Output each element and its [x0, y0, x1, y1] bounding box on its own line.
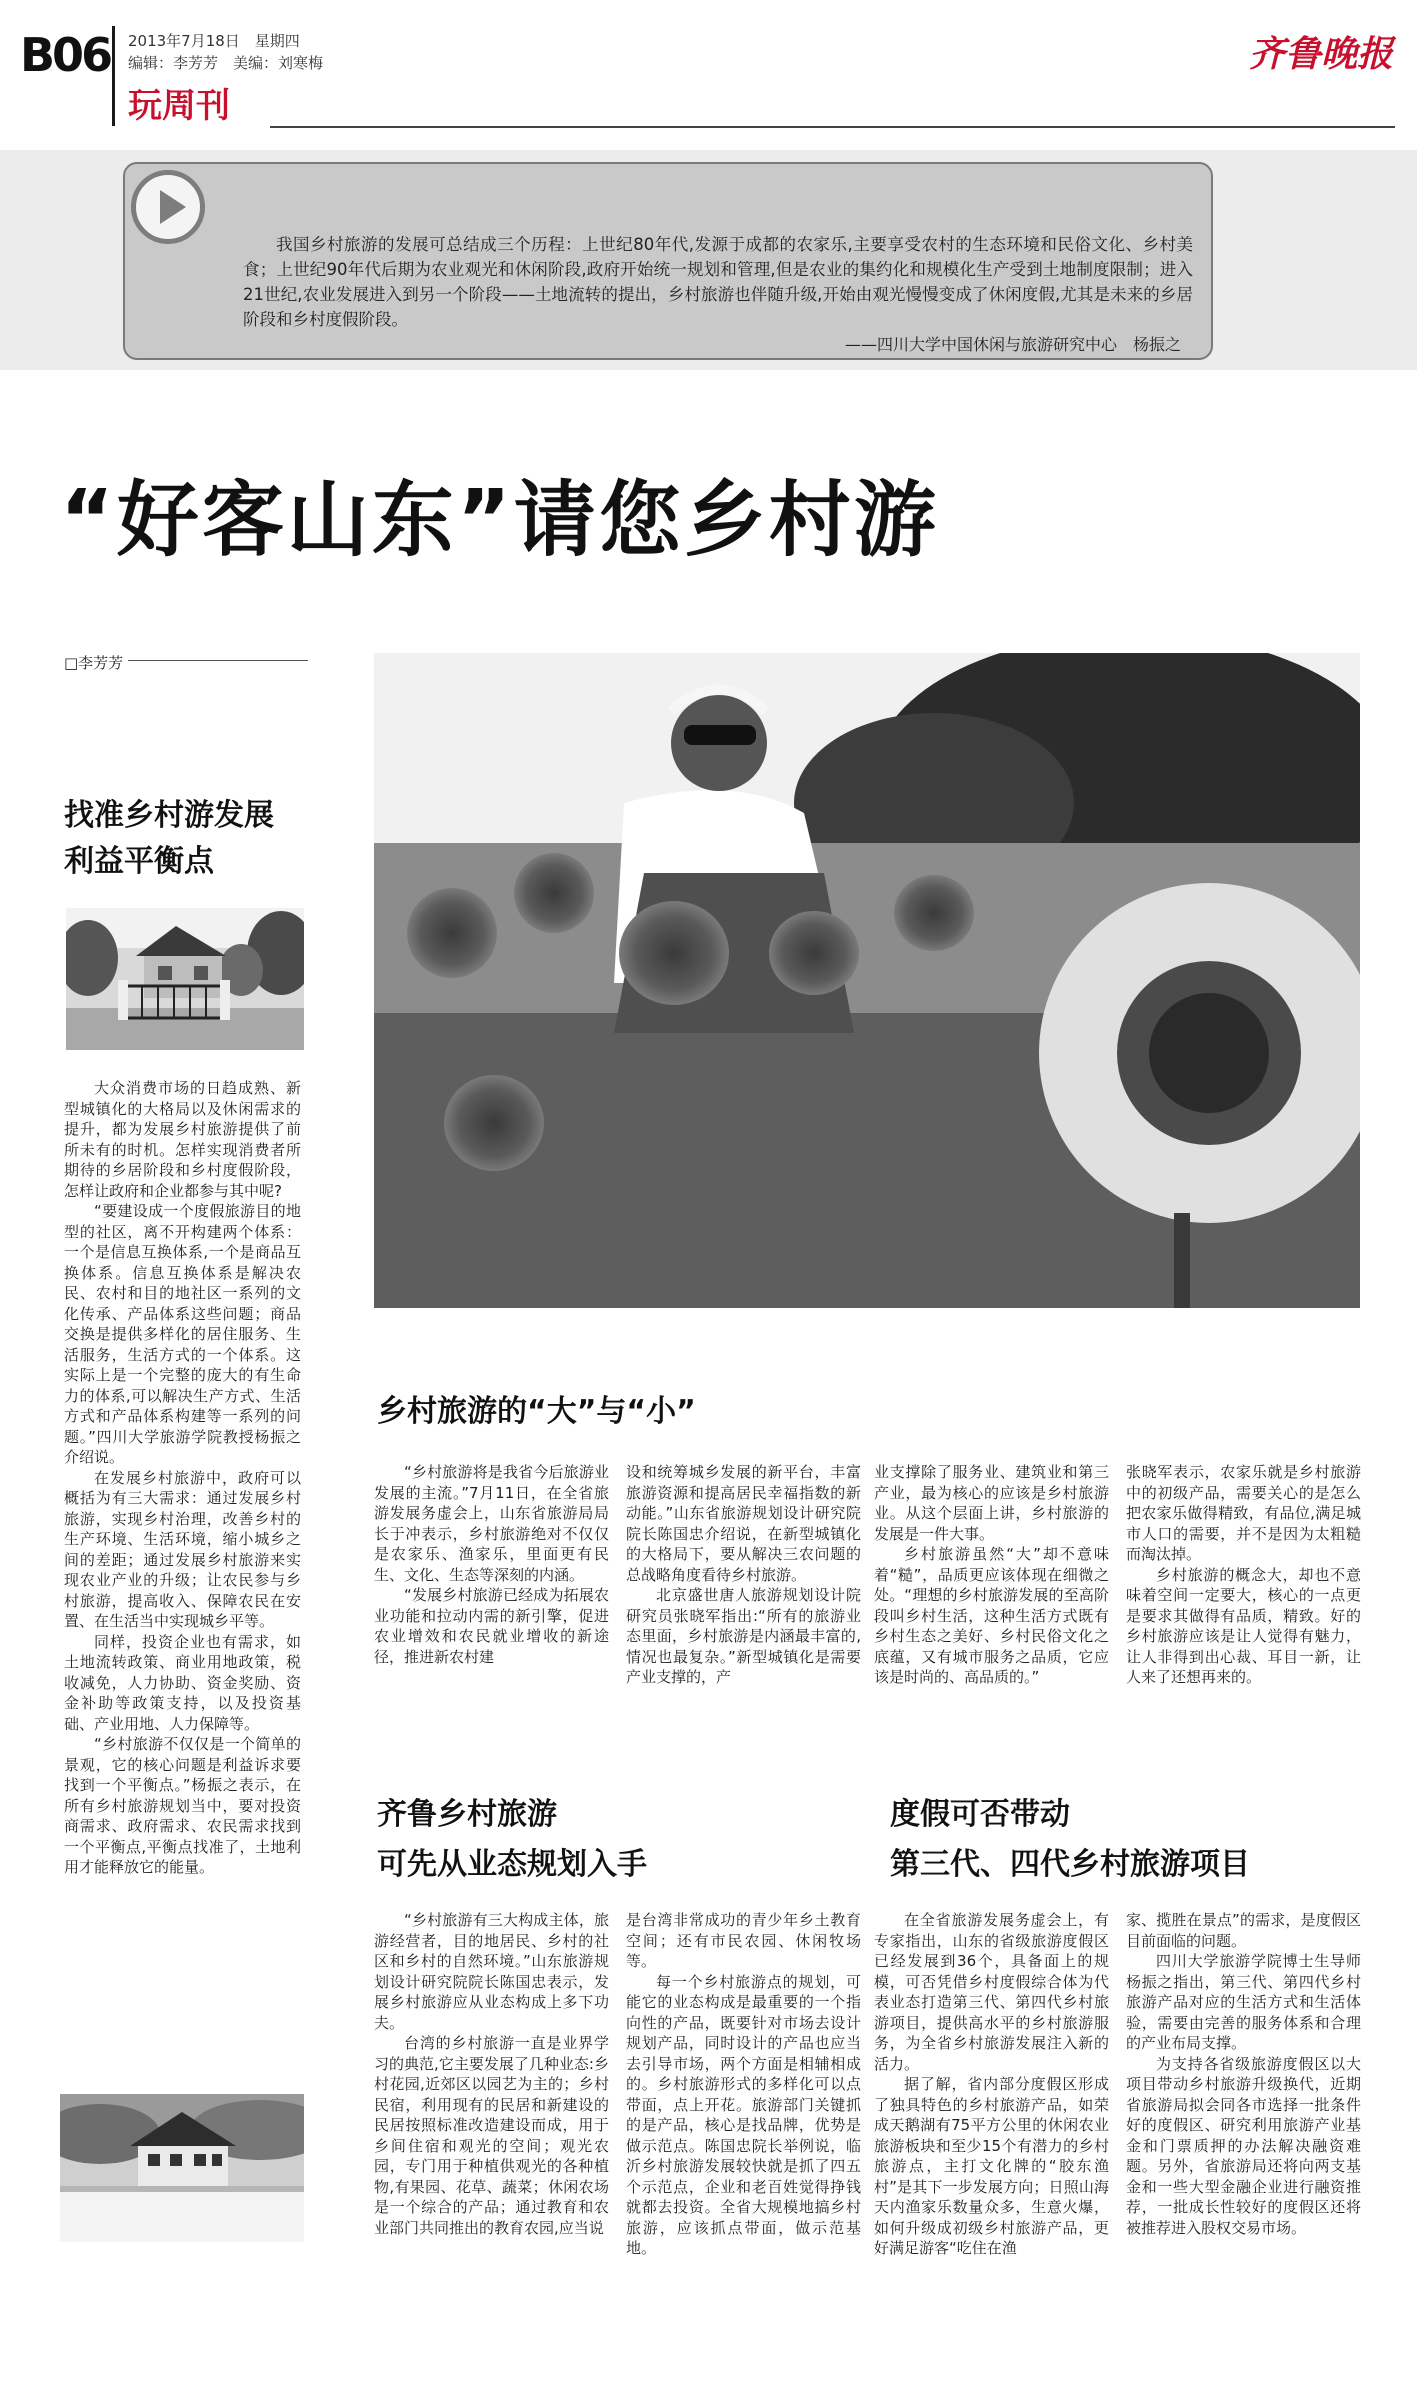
intro-signature: ——四川大学中国休闲与旅游研究中心 杨振之: [844, 335, 1181, 354]
paragraph: 乡村旅游虽然“大”却不意味着“糙”，品质更应该体现在细微之处。“理想的乡村旅游发展的至高阶段叫乡村生活，这种生活方式既有乡村生态之美好、乡村民俗文化之底蕴，又有城市服务之品质，它应该是时尚的、高品质的。”: [874, 1545, 1109, 1686]
paragraph: 是台湾非常成功的青少年乡土教育空间；还有市民农园、休闲牧场等。: [626, 1911, 861, 1970]
farmhouse-field-photo: [60, 2094, 304, 2242]
section2-heading-line-1: 齐鲁乡村旅游: [377, 1797, 557, 1832]
sunflower-field-photo: [374, 653, 1360, 1308]
paragraph: 每一个乡村旅游点的规划，可能它的业态构成是最重要的一个指向性的产品，既要针对市场去设计规划产品，同时设计的产品也应当去引导市场，两个方面是相辅相成的。乡村旅游形式的多样化可以点带面，点上开花。旅游部门关键抓的是产品，核心是找品牌，优势是做示范点。陈国忠院长举例说，临沂乡村旅游发展较快就是抓了四五个示范点，企业和老百姓觉得挣钱就都去投资。全省大规模地搞乡村旅游，应该抓点带面，做示范基地。: [626, 1972, 861, 2257]
paragraph: “乡村旅游将是我省今后旅游业发展的主流。”7月11日，在全省旅游发展务虚会上，山东省旅游局局长于冲表示，乡村旅游绝对不仅仅是农家乐、渔家乐，里面更有民生、文化、生态等深刻的内涵。: [374, 1463, 609, 1584]
left-heading-line-1: 找准乡村游发展: [64, 798, 274, 833]
byline-rule: [128, 660, 308, 661]
paragraph: 设和统筹城乡发展的新平台，丰富旅游资源和提高居民幸福指数的新动能。”山东省旅游规划设计研究院院长陈国忠介绍说，在新型城镇化的大格局下，要从解决三农问题的总战略角度看待乡村旅游。: [626, 1463, 861, 1584]
paragraph: “要建设成一个度假旅游目的地型的社区，离不开构建两个体系：一个是信息互换体系,一个是商品互换体系。信息互换体系是解决农民、农村和目的地社区一系列的文化传承、产品体系这些问题；商品交换是提供多样化的居住服务、生活服务，生活方式的一个体系。这实际上是一个完整的庞大的有生命力的体系,可以解决生产方式、生活方式和产品体系构建等一系列的问题。”四川大学旅游学院教授杨振之介绍说。: [64, 1202, 301, 1466]
left-heading-line-2: 利益平衡点: [64, 844, 214, 879]
paragraph: 据了解，省内部分度假区形成了独具特色的乡村旅游产品，如荣成天鹅湖有75平方公里的休闲农业旅游板块和至少15个有潜力的乡村旅游点，主打文化牌的“胶东渔村”是其下一步发展方向；日照山海天内渔家乐数量众多，生意火爆，如何升级成初级乡村旅游产品，更好满足游客“吃住在渔: [874, 2075, 1109, 2257]
paragraph: “发展乡村旅游已经成为拓展农业功能和拉动内需的新引擎，促进农业增效和农民就业增收的新途径，推进新农村建: [374, 1586, 609, 1666]
header-rule: [270, 126, 1395, 128]
page-number: B06: [20, 28, 111, 82]
section1-column-3: [874, 1462, 1109, 1688]
section2-heading-line-2: 可先从业态规划入手: [377, 1847, 647, 1882]
paragraph: 北京盛世唐人旅游规划设计院研究员张晓军指出:“所有的旅游业态里面，乡村旅游是内涵最丰富的,情况也最复杂。”新型城镇化是需要产业支撑的，产: [626, 1586, 861, 1686]
issue-date: 2013年7月18日 星期四: [128, 32, 300, 50]
play-icon: [131, 170, 205, 244]
paragraph: “乡村旅游有三大构成主体，旅游经营者，目的地居民、乡村的社区和乡村的自然环境。”山东旅游规划设计研究院院长陈国忠表示，发展乡村旅游应从业态构成上多下功夫。: [374, 1911, 609, 2032]
paragraph: 台湾的乡村旅游一直是业界学习的典范,它主要发展了几种业态:乡村花园,近郊区以园艺为主的；乡村民宿，利用现有的民居和新建设的民居按照标准改造建设而成，用于乡间住宿和观光的空间；观光农园，专门用于种植供观光的各种植物,有果园、花草、蔬菜；休闲农场是一个综合的产品；通过教育和农业部门共同推出的教育农园,应当说: [374, 2034, 609, 2237]
section1-column-2: [626, 1462, 861, 1688]
editor-credits: 编辑：李芳芳 美编：刘寒梅: [128, 54, 324, 72]
section2-column-1: [374, 1910, 609, 2238]
paragraph: 在全省旅游发展务虚会上，有专家指出，山东的省级旅游度假区已经发展到36个，具备面上的规模，可否凭借乡村度假综合体为代表业态打造第三代、第四代乡村旅游项目，提供高水平的乡村旅游服务，为全省乡村旅游发展注入新的活力。: [874, 1911, 1109, 2073]
section3-column-2: [1126, 1910, 1361, 2238]
paragraph: 同样，投资企业也有需求，如土地流转政策、商业用地政策，税收减免，人力协助、资金奖励、资金补助等政策支持，以及投资基础、产业用地、人力保障等。: [64, 1632, 301, 1733]
section1-heading: 乡村旅游的“大”与“小”: [377, 1394, 696, 1429]
article-byline: □李芳芳: [64, 654, 124, 672]
section3-heading-line-1: 度假可否带动: [890, 1797, 1070, 1832]
section3-heading: [890, 1790, 1250, 1890]
intro-quote-box: [123, 162, 1213, 360]
section2-column-2: [626, 1910, 861, 2259]
paragraph: 为支持各省级旅游度假区以大项目带动乡村旅游升级换代，近期省旅游局拟会同各市选择一批条件好的度假区、研究利用旅游产业基金和门票质押的办法解决融资难题。另外，省旅游局还将向两支基金和一些大型金融企业进行融资推荐，一批成长性较好的度假区还将被推荐进入股权交易市场。: [1126, 2054, 1361, 2237]
intro-quote-text: 我国乡村旅游的发展可总结成三个历程：上世纪80年代,发源于成都的农家乐,主要享受农村的生态环境和民俗文化、乡村美食；上世纪90年代后期为农业观光和休闲阶段,政府开始统一规划和管理,但是农业的集约化和规模化生产受到土地制度限制；进入21世纪,农业发展进入到另一个阶段——土地流转的提出，乡村旅游也伴随升级,开始由观光慢慢变成了休闲度假,尤其是未来的乡居阶段和乡村度假阶段。: [243, 235, 1193, 329]
section1-column-4: [1126, 1462, 1361, 1688]
country-house-photo: [66, 908, 304, 1050]
section-name: 玩周刊: [128, 86, 230, 126]
section3-heading-line-2: 第三代、四代乡村旅游项目: [890, 1847, 1250, 1882]
paragraph: 张晓军表示，农家乐就是乡村旅游中的初级产品，需要关心的是怎么把农家乐做得精致，有品位,满足城市人口的需要，并不是因为太粗糙而淘汰掉。: [1126, 1463, 1361, 1563]
paragraph: 业支撑除了服务业、建筑业和第三产业，最为核心的应该是乡村旅游业。从这个层面上讲，乡村旅游的发展是一件大事。: [874, 1463, 1109, 1543]
section1-column-1: [374, 1462, 609, 1667]
paragraph: 大众消费市场的日趋成熟、新型城镇化的大格局以及休闲需求的提升，都为发展乡村旅游提供了前所未有的时机。怎样实现消费者所期待的乡居阶段和乡村度假阶段，怎样让政府和企业都参与其中呢?: [64, 1079, 301, 1200]
intro-band: [0, 150, 1417, 370]
paragraph: 乡村旅游的概念大，却也不意味着空间一定要大，核心的一点更是要求其做得有品质，精致。好的乡村旅游应该是让人觉得有魅力，让人非得到出心裁、耳目一新，让人来了还想再来的。: [1126, 1565, 1361, 1686]
paragraph: 四川大学旅游学院博士生导师杨振之指出，第三代、第四代乡村旅游产品对应的生活方式和生活体验，需要由完善的服务体系和合理的产业布局支撑。: [1126, 1952, 1361, 2052]
article-headline: “好客山东”请您乡村游: [60, 473, 939, 568]
header-divider: [112, 26, 115, 126]
page-header: [0, 0, 1417, 130]
paragraph: “乡村旅游不仅仅是一个简单的景观，它的核心问题是利益诉求要找到一个平衡点。”杨振之表示，在所有乡村旅游规划当中，要对投资商需求、政府需求、农民需求找到一个平衡点,平衡点找准了，土地利用才能释放它的能量。: [64, 1735, 301, 1876]
paragraph: 在发展乡村旅游中，政府可以概括为有三大需求：通过发展乡村旅游，实现乡村治理，改善乡村的生产环境、生活环境，缩小城乡之间的差距；通过发展乡村旅游来实现农业产业的升级；让农民参与乡村旅游，提高收入、保障农民在安置、在生活当中实现城乡平等。: [64, 1468, 301, 1630]
section3-column-1: [874, 1910, 1109, 2259]
section2-heading: [377, 1790, 647, 1890]
paragraph: 家、揽胜在景点”的需求，是度假区目前面临的问题。: [1126, 1911, 1361, 1950]
newspaper-logo: 齐鲁晚报: [1248, 33, 1393, 75]
left-section-heading: [64, 793, 274, 885]
left-column-body: [64, 1078, 301, 1878]
